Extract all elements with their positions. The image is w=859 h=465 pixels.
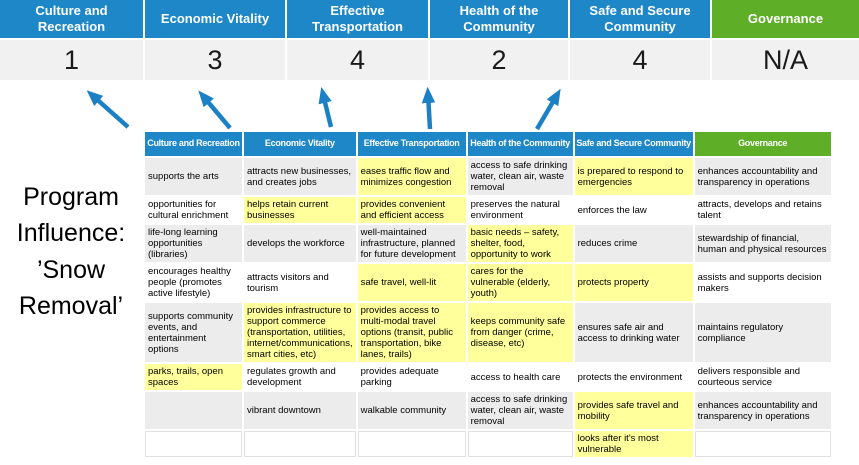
matrix-cell-highlighted: provides convenient and efficient access [358, 197, 466, 223]
matrix-cell [358, 431, 466, 457]
priority-score-economic-vitality: 3 [145, 40, 287, 80]
priority-header-culture-and-recreation: Culture and Recreation [0, 0, 145, 38]
matrix-cell: attracts new businesses, and creates jobs [244, 158, 356, 195]
priority-header-governance: Governance [712, 0, 859, 38]
matrix-cell: life-long learning opportunities (libraries) [145, 225, 242, 262]
matrix-row [145, 303, 831, 362]
matrix-cell: access to health care [468, 364, 573, 390]
matrix-cell-highlighted: keeps community safe from danger (crime, disease, etc) [468, 303, 573, 362]
up-arrow-icon [537, 95, 557, 129]
matrix-cell [244, 431, 356, 457]
matrix-header-health-of-the-community: Health of the Community [468, 132, 573, 156]
matrix-cell [145, 431, 242, 457]
matrix-cell [145, 392, 242, 429]
priority-header-health-of-the-community: Health of the Community [430, 0, 570, 38]
matrix-cell: maintains regulatory compliance [695, 303, 831, 362]
matrix-cell-highlighted: is prepared to respond to emergencies [575, 158, 693, 195]
priority-header-safe-and-secure-community: Safe and Secure Community [570, 0, 712, 38]
priority-score-safe-and-secure-community: 4 [570, 40, 712, 80]
influence-arrows [0, 82, 859, 134]
matrix-cell: enhances accountability and transparency in operations [695, 158, 831, 195]
matrix-header-safe-and-secure-community: Safe and Secure Community [575, 132, 693, 156]
slide-title: Program Influence: ’Snow Removal’ [16, 183, 126, 320]
matrix-header-economic-vitality: Economic Vitality [244, 132, 356, 156]
matrix-cell [468, 431, 573, 457]
matrix-row [145, 364, 831, 390]
matrix-row [145, 197, 831, 223]
matrix-cell: assists and supports decision makers [695, 264, 831, 301]
up-arrow-icon [203, 96, 230, 128]
banner-header-row [0, 0, 859, 38]
matrix-cell: enforces the law [575, 197, 693, 223]
matrix-cell: develops the workforce [244, 225, 356, 262]
matrix-cell-highlighted: helps retain current businesses [244, 197, 356, 223]
matrix-cell: supports community events, and entertainment options [145, 303, 242, 362]
matrix-cell: encourages healthy people (promotes active lifestyle) [145, 264, 242, 301]
matrix-cell: provides adequate parking [358, 364, 466, 390]
matrix-cell-highlighted: cares for the vulnerable (elderly, youth) [468, 264, 573, 301]
matrix-cell: enhances accountability and transparency in operations [695, 392, 831, 429]
matrix-header-governance: Governance [695, 132, 831, 156]
priority-score-effective-transportation: 4 [287, 40, 430, 80]
influence-matrix [143, 130, 833, 459]
matrix-cell: preserves the natural environment [468, 197, 573, 223]
priority-header-effective-transportation: Effective Transportation [287, 0, 430, 38]
matrix-cell-highlighted: looks after it's most vulnerable [575, 431, 693, 457]
matrix-row [145, 264, 831, 301]
matrix-cell: attracts, develops and retains talent [695, 197, 831, 223]
matrix-cell: delivers responsible and courteous service [695, 364, 831, 390]
matrix-cell [695, 431, 831, 457]
matrix-cell: attracts visitors and tourism [244, 264, 356, 301]
priority-banner [0, 0, 859, 80]
matrix-cell-highlighted: eases traffic flow and minimizes congestion [358, 158, 466, 195]
up-arrow-icon [323, 94, 331, 127]
matrix-cell-highlighted: protects property [575, 264, 693, 301]
matrix-cell: ensures safe air and access to drinking water [575, 303, 693, 362]
matrix-header-culture-and-recreation: Culture and Recreation [145, 132, 242, 156]
matrix-cell: supports the arts [145, 158, 242, 195]
matrix-body [145, 158, 831, 457]
matrix-row [145, 225, 831, 262]
matrix-cell: regulates growth and development [244, 364, 356, 390]
matrix-cell: vibrant downtown [244, 392, 356, 429]
matrix-cell-highlighted: provides access to multi-modal travel options (transit, public transportation, bike lanes, trails) [358, 303, 466, 362]
matrix-cell: protects the environment [575, 364, 693, 390]
matrix-cell-highlighted: parks, trails, open spaces [145, 364, 242, 390]
matrix-cell: access to safe drinking water, clean air, waste removal [468, 158, 573, 195]
matrix-cell: access to safe drinking water, clean air, waste removal [468, 392, 573, 429]
priority-score-governance: N/A [712, 40, 859, 80]
matrix-cell-highlighted: basic needs – safety, shelter, food, opportunity to work [468, 225, 573, 262]
matrix-row [145, 392, 831, 429]
up-arrow-icon [428, 94, 430, 129]
matrix-cell: well-maintained infrastructure, planned for future development [358, 225, 466, 262]
up-arrow-icon [92, 95, 128, 127]
matrix-cell: walkable community [358, 392, 466, 429]
matrix-cell: reduces crime [575, 225, 693, 262]
priority-header-economic-vitality: Economic Vitality [145, 0, 287, 38]
matrix-row [145, 431, 831, 457]
matrix-cell-highlighted: safe travel, well-lit [358, 264, 466, 301]
matrix-cell-highlighted: provides safe travel and mobility [575, 392, 693, 429]
matrix-cell-highlighted: provides infrastructure to support commerce (transportation, utilities, internet/communications, smart cities, etc) [244, 303, 356, 362]
banner-score-row [0, 40, 859, 80]
matrix-header-row [145, 132, 831, 156]
matrix-header-effective-transportation: Effective Transportation [358, 132, 466, 156]
priority-score-health-of-the-community: 2 [430, 40, 570, 80]
priority-score-culture-and-recreation: 1 [0, 40, 145, 80]
matrix-cell: opportunities for cultural enrichment [145, 197, 242, 223]
matrix-row [145, 158, 831, 195]
matrix-cell: stewardship of financial, human and physical resources [695, 225, 831, 262]
